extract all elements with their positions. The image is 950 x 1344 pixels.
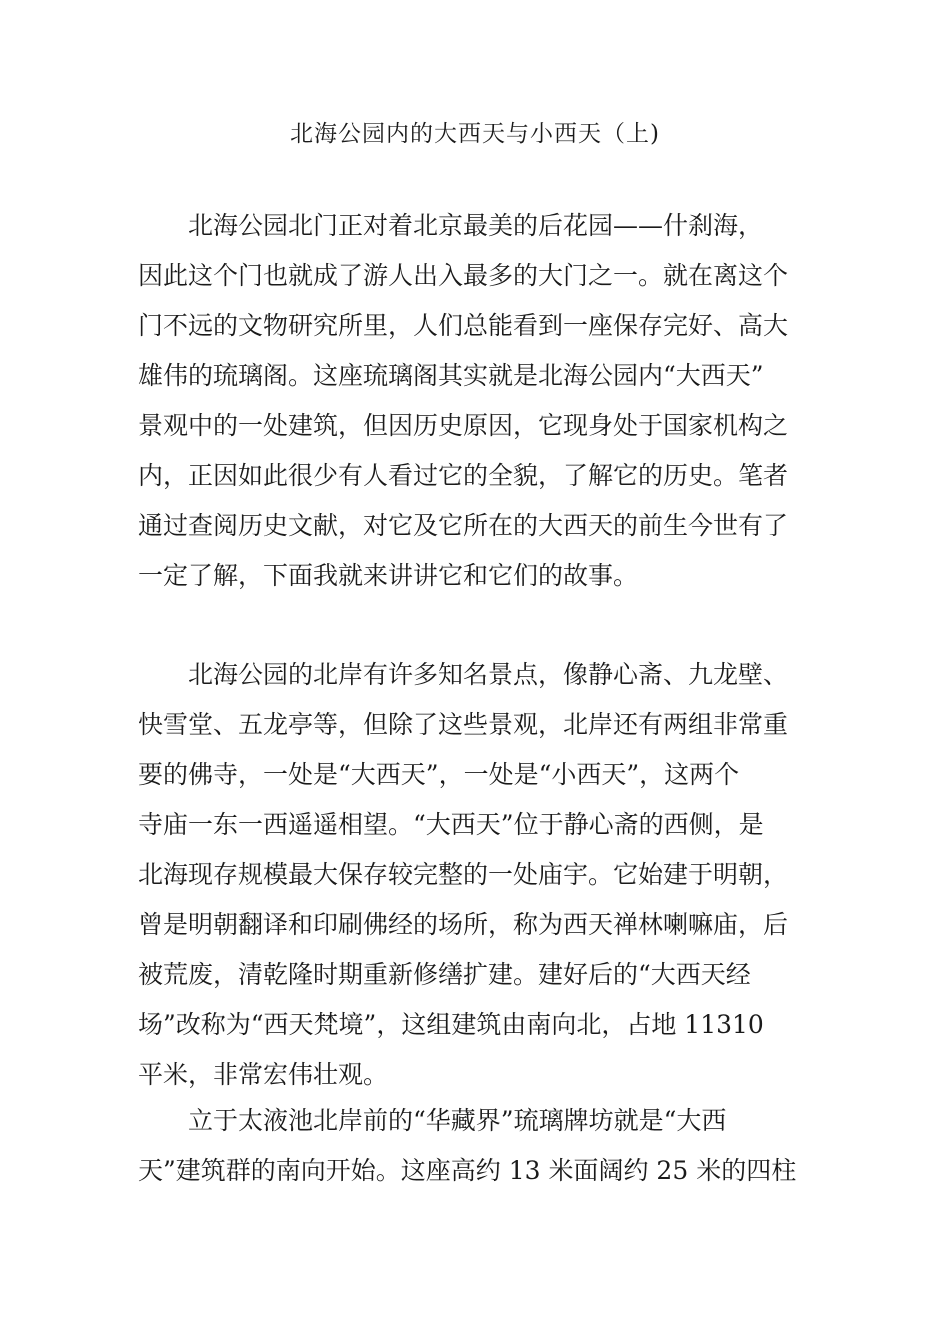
paragraph-line: 场”改称为“西天梵境”，这组建筑由南向北，占地 11310: [138, 1010, 764, 1039]
paragraph-line: 要的佛寺，一处是“大西天”，一处是“小西天”，这两个: [138, 760, 740, 789]
paragraph-line: 曾是明朝翻译和印刷佛经的场所，称为西天禅林喇嘛庙，后: [138, 910, 789, 939]
paragraph-line: 寺庙一东一西遥遥相望。“大西天”位于静心斋的西侧，是: [138, 810, 764, 839]
paragraph-line: 平米，非常宏伟壮观。: [138, 1060, 389, 1089]
paragraph-line: 通过查阅历史文献，对它及它所在的大西天的前生今世有了: [138, 511, 789, 540]
paragraph-line: 因此这个门也就成了游人出入最多的大门之一。就在离这个: [138, 261, 789, 290]
paragraph-line: 门不远的文物研究所里，人们总能看到一座保存完好、高大: [138, 311, 789, 340]
paragraph-line: 雄伟的琉璃阁。这座琉璃阁其实就是北海公园内“大西天”: [138, 361, 764, 390]
paragraph-line: 被荒废，清乾隆时期重新修缮扩建。建好后的“大西天经: [138, 960, 751, 989]
paragraph-intro: [138, 201, 788, 601]
paragraph-archway: [138, 1096, 796, 1196]
paragraph-line: 北海公园的北岸有许多知名景点，像静心斋、九龙壁、: [138, 660, 789, 689]
paragraph-line: 景观中的一处建筑，但因历史原因，它现身处于国家机构之: [138, 411, 789, 440]
paragraph-line: 一定了解，下面我就来讲讲它和它们的故事。: [138, 561, 639, 590]
paragraph-line: 北海现存规模最大保存较完整的一处庙宇。它始建于明朝，: [138, 860, 789, 889]
paragraph-line: 内，正因如此很少有人看过它的全貌，了解它的历史。笔者: [138, 461, 789, 490]
paragraph-line: 北海公园北门正对着北京最美的后花园——什刹海，: [138, 211, 764, 240]
paragraph-line: 快雪堂、五龙亭等，但除了这些景观，北岸还有两组非常重: [138, 710, 789, 739]
paragraph-north-shore: [138, 650, 788, 1100]
page-title: 北海公园内的大西天与小西天（上): [290, 121, 660, 147]
paragraph-line: 立于太液池北岸前的“华藏界”琉璃牌坊就是“大西: [138, 1106, 727, 1135]
paragraph-line: 天”建筑群的南向开始。这座高约 13 米面阔约 25 米的四柱: [138, 1156, 797, 1185]
